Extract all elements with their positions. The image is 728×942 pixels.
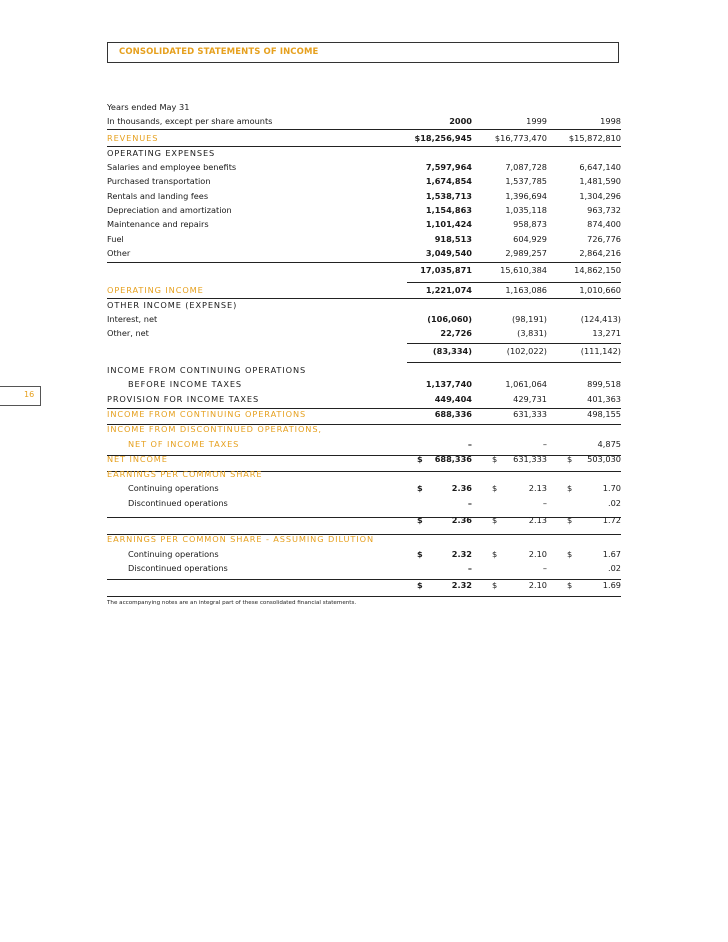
row-depreciation xyxy=(107,203,621,217)
value-1998: 874,400 xyxy=(587,219,621,230)
label: EARNINGS PER COMMON SHARE xyxy=(107,469,263,480)
row-icfo-before-taxes xyxy=(107,377,621,391)
value-1999: 631,333 xyxy=(513,453,547,464)
label: NET OF INCOME TAXES xyxy=(128,438,240,449)
currency-1999: $ xyxy=(492,548,498,559)
currency-1999: $ xyxy=(492,483,498,494)
value-2000: 1,538,713 xyxy=(425,190,472,201)
value-1999: – xyxy=(542,438,547,449)
row-purchased-transportation xyxy=(107,174,621,188)
row-fuel xyxy=(107,232,621,246)
currency-1998: $ xyxy=(567,548,573,559)
value-1998: 401,363 xyxy=(587,393,621,404)
label: Continuing operations xyxy=(128,548,219,559)
header-period: Years ended May 31 xyxy=(107,102,190,112)
value-1998: 6,647,140 xyxy=(579,162,621,173)
label: INCOME FROM DISCONTINUED OPERATIONS, xyxy=(107,424,322,435)
value-2000: 1,221,074 xyxy=(425,284,472,295)
row-salaries xyxy=(107,160,621,174)
value-2000: 3,049,540 xyxy=(425,247,472,258)
value-1998: .02 xyxy=(607,497,621,508)
col-1998-header: 1998 xyxy=(600,116,621,127)
value-1999: 958,873 xyxy=(513,219,547,230)
value-1999: 15,610,384 xyxy=(500,265,547,276)
value-1998: 1.67 xyxy=(602,548,621,559)
label: REVENUES xyxy=(107,132,159,143)
page-number-tab xyxy=(0,386,41,406)
value-1998: 963,732 xyxy=(587,205,621,216)
footnote: The accompanying notes are an integral part of these consolidated financial statements. xyxy=(107,600,357,606)
value-1998: 2,864,216 xyxy=(579,247,621,258)
currency-1999: $ xyxy=(492,580,498,591)
value-1999: (3,831) xyxy=(517,328,547,339)
value-2000: 1,154,863 xyxy=(425,205,472,216)
value-2000: $18,256,945 xyxy=(414,132,472,143)
label: Continuing operations xyxy=(128,483,219,494)
value-1998: $15,872,810 xyxy=(568,132,621,143)
label: Salaries and employee benefits xyxy=(107,162,237,173)
label: Other, net xyxy=(107,328,149,339)
row-eps-continuing xyxy=(107,481,621,495)
value-1998: 1.70 xyxy=(602,483,621,494)
header-row-1 xyxy=(107,100,621,114)
value-1998: 899,518 xyxy=(587,379,621,390)
value-1998: 1.72 xyxy=(602,515,621,526)
label: OPERATING EXPENSES xyxy=(107,147,216,158)
value-2000: (83,334) xyxy=(432,345,472,356)
value-1999: 2.10 xyxy=(528,548,547,559)
value-1999: 1,035,118 xyxy=(505,205,547,216)
label: Discontinued operations xyxy=(128,562,228,573)
value-1999: – xyxy=(542,562,547,573)
label: Interest, net xyxy=(107,314,158,325)
value-1998: 1,010,660 xyxy=(579,284,621,295)
row-icfo-heading xyxy=(107,363,621,377)
value-1999: (98,191) xyxy=(511,314,547,325)
row-revenues xyxy=(107,131,621,145)
row-interest xyxy=(107,312,621,326)
value-2000: – xyxy=(467,562,472,573)
value-2000: 1,101,424 xyxy=(425,219,472,230)
value-1999: 631,333 xyxy=(513,408,547,419)
value-1999: 1,396,694 xyxy=(505,190,547,201)
value-1999: 1,061,064 xyxy=(505,379,547,390)
value-1998: 13,271 xyxy=(592,328,621,339)
value-2000: 2.36 xyxy=(451,515,472,526)
row-provision xyxy=(107,392,621,406)
label: Purchased transportation xyxy=(107,176,211,187)
value-1998: .02 xyxy=(607,562,621,573)
col-1999-header: 1999 xyxy=(526,116,547,127)
value-1999: $16,773,470 xyxy=(494,132,547,143)
value-1998: 1.69 xyxy=(602,580,621,591)
rule xyxy=(107,596,621,597)
row-epsd-continuing xyxy=(107,547,621,561)
value-2000: – xyxy=(467,438,472,449)
value-1999: 2.13 xyxy=(528,515,547,526)
page-number: 16 xyxy=(24,390,35,399)
value-2000: 2.32 xyxy=(451,580,472,591)
value-1999: – xyxy=(542,497,547,508)
value-2000: 17,035,871 xyxy=(420,265,472,276)
statement-title: CONSOLIDATED STATEMENTS OF INCOME xyxy=(119,47,319,57)
row-maintenance xyxy=(107,217,621,231)
value-1998: 4,875 xyxy=(597,438,621,449)
currency-1999: $ xyxy=(492,453,498,464)
value-1999: 2.10 xyxy=(528,580,547,591)
value-2000: 22,726 xyxy=(440,328,472,339)
currency-2000: $ xyxy=(417,483,423,494)
row-opex-total xyxy=(107,263,621,277)
currency-2000: $ xyxy=(417,580,423,591)
currency-2000: $ xyxy=(417,453,423,464)
value-2000: 449,404 xyxy=(434,393,472,404)
value-2000: 7,597,964 xyxy=(425,162,472,173)
row-epsd-discontinued xyxy=(107,561,621,575)
income-statement-table xyxy=(107,100,621,593)
row-other xyxy=(107,246,621,260)
value-1999: 7,087,728 xyxy=(505,162,547,173)
currency-1998: $ xyxy=(567,515,573,526)
value-2000: 1,674,854 xyxy=(425,176,472,187)
value-1999: 429,731 xyxy=(513,393,547,404)
value-1999: 2.13 xyxy=(528,483,547,494)
value-1998: 503,030 xyxy=(587,453,621,464)
value-1999: 1,163,086 xyxy=(505,284,547,295)
header-units: In thousands, except per share amounts xyxy=(107,116,273,127)
row-eps-discontinued xyxy=(107,496,621,510)
currency-2000: $ xyxy=(417,515,423,526)
header-row-2 xyxy=(107,114,621,128)
row-discontinued-heading xyxy=(107,422,621,436)
label: Fuel xyxy=(107,233,124,244)
row-epsd-total xyxy=(107,578,621,592)
label: BEFORE INCOME TAXES xyxy=(128,379,242,390)
currency-1998: $ xyxy=(567,580,573,591)
currency-1999: $ xyxy=(492,515,498,526)
value-1998: (111,142) xyxy=(580,345,621,356)
label: Depreciation and amortization xyxy=(107,205,232,216)
value-1999: 2,989,257 xyxy=(505,247,547,258)
label: OTHER INCOME (EXPENSE) xyxy=(107,299,238,310)
label: Maintenance and repairs xyxy=(107,219,209,230)
row-other-income-heading xyxy=(107,298,621,312)
label: Discontinued operations xyxy=(128,497,228,508)
row-icfo xyxy=(107,407,621,421)
value-2000: 2.32 xyxy=(451,548,472,559)
value-2000: 2.36 xyxy=(451,483,472,494)
label: INCOME FROM CONTINUING OPERATIONS xyxy=(107,365,307,376)
label: NET INCOME xyxy=(107,453,168,464)
value-2000: 688,336 xyxy=(434,408,472,419)
currency-1998: $ xyxy=(567,483,573,494)
value-1999: 1,537,785 xyxy=(505,176,547,187)
currency-1998: $ xyxy=(567,453,573,464)
value-2000: – xyxy=(467,497,472,508)
value-1998: 1,304,296 xyxy=(579,190,621,201)
row-rentals xyxy=(107,189,621,203)
row-eps-total xyxy=(107,513,621,527)
value-2000: 688,336 xyxy=(434,453,472,464)
label: Other xyxy=(107,247,131,258)
label: Rentals and landing fees xyxy=(107,190,209,201)
value-2000: 918,513 xyxy=(434,233,472,244)
row-epsd-heading xyxy=(107,532,621,546)
row-operating-income xyxy=(107,283,621,297)
label: OPERATING INCOME xyxy=(107,284,204,295)
value-1999: (102,022) xyxy=(506,345,547,356)
row-opex-heading xyxy=(107,146,621,160)
row-other-total xyxy=(107,344,621,358)
label: EARNINGS PER COMMON SHARE - ASSUMING DILUTION xyxy=(107,534,374,545)
value-1998: 498,155 xyxy=(587,408,621,419)
value-2000: (106,060) xyxy=(427,314,472,325)
row-other-net xyxy=(107,326,621,340)
statement-title-box xyxy=(107,42,619,63)
value-1998: (124,413) xyxy=(580,314,621,325)
label: PROVISION FOR INCOME TAXES xyxy=(107,393,260,404)
value-2000: 1,137,740 xyxy=(425,379,472,390)
col-2000-header: 2000 xyxy=(449,116,472,127)
currency-2000: $ xyxy=(417,548,423,559)
value-1998: 726,776 xyxy=(587,233,621,244)
value-1998: 1,481,590 xyxy=(579,176,621,187)
value-1999: 604,929 xyxy=(513,233,547,244)
row-eps-heading xyxy=(107,467,621,481)
value-1998: 14,862,150 xyxy=(574,265,621,276)
label: INCOME FROM CONTINUING OPERATIONS xyxy=(107,408,307,419)
row-discontinued xyxy=(107,437,621,451)
row-net-income xyxy=(107,452,621,466)
